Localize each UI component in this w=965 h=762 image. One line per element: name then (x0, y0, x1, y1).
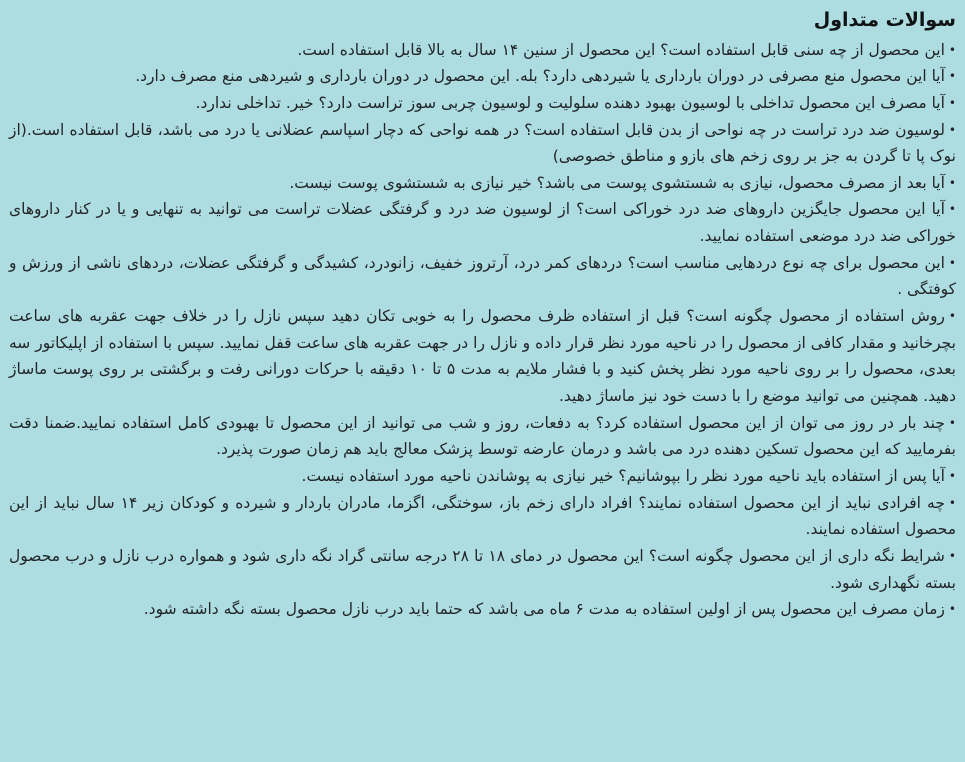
bullet-icon: • (948, 309, 956, 324)
faq-item (9, 196, 956, 249)
bullet-icon: • (948, 602, 956, 617)
bullet-icon: • (948, 122, 956, 137)
faq-list (9, 37, 956, 623)
faq-item-text: آیا بعد از مصرف محصول، نیازی به شستشوی پوست می باشد؟ خیر نیازی به شستشوی پوست نیست. (289, 173, 945, 192)
bullet-icon: • (948, 202, 956, 217)
bullet-icon: • (948, 69, 956, 84)
faq-item (9, 596, 956, 623)
bullet-icon: • (948, 415, 956, 430)
faq-item (9, 117, 956, 170)
faq-item-text: لوسیون ضد درد تراست در چه نواحی از بدن قابل استفاده است؟ در همه نواحی که دچار اسپاسم عضلانی یا درد می باشد، قابل استفاده است.(از نوک پا تا گردن به جز بر روی زخم های بازو و مناطق خصوصی) (9, 120, 956, 166)
faq-item (9, 543, 956, 596)
faq-item-text: چند بار در روز می توان از این محصول استفاده کرد؟ به دفعات، روز و شب می توانید از این محصول تا بهبودی کامل استفاده نمایید.ضمنا دقت بفرمایید که این محصول تسکین دهنده درد می باشد و درمان عارضه توسط پزشک معالج باید هم زمان صورت پذیرد. (9, 413, 956, 459)
faq-item-text: آیا این محصول منع مصرفی در دوران بارداری یا شیردهی دارد؟ بله. این محصول در دوران بارداری و شیردهی منع مصرف دارد. (135, 67, 945, 86)
faq-item-text: روش استفاده از محصول چگونه است؟ قبل از استفاده ظرف محصول را به خوبی تکان دهید سپس نازل را در خلاف جهت عقربه های ساعت بچرخانید و مقدار کافی از محصول را در ناحیه مورد نظر قرار داده و نازل را در جهت عقربه های ساعت قفل نمایید. سپس با استفاده از اپلیکاتور سه بعدی، محصول را بر روی ناحیه مورد نظر پخش کنید و با فشار ملایم به مدت ۵ تا ۱۰ دقیقه با حرکات دورانی رفت و برگشتی بر روی پوست ماساژ دهید. همچنین می توانید موضع را با دست خود نیز ماساژ دهید. (9, 307, 956, 406)
faq-item-text: آیا این محصول جایگزین داروهای ضد درد خوراکی است؟ از لوسیون ضد درد و گرفتگی عضلات تراست می توانید به تنهایی و یا در کنار داروهای خوراکی ضد درد موضعی استفاده نمایید. (9, 200, 956, 246)
faq-item (9, 250, 956, 303)
faq-item-text: این محصول از چه سنی قابل استفاده است؟ این محصول از سنین ۱۴ سال به بالا قابل استفاده است. (297, 40, 945, 59)
bullet-icon: • (948, 95, 956, 110)
page-title: سوالات متداول (813, 9, 956, 31)
faq-item-text: این محصول برای چه نوع دردهایی مناسب است؟ دردهای کمر درد، آرتروز خفیف، زانودرد، کشیدگی و گرفتگی عضلات، دردهای ناشی از ورزش و کوفتگی . (9, 253, 956, 299)
faq-item (9, 90, 956, 117)
bullet-icon: • (948, 469, 956, 484)
bullet-icon: • (948, 175, 956, 190)
faq-item-text: چه افرادی نباید از این محصول استفاده نمایند؟ افراد دارای زخم باز، سوختگی، اگزما، مادران باردار و شیرده و کودکان زیر ۱۴ سال نباید از این محصول استفاده نمایند. (9, 493, 956, 539)
bullet-icon: • (948, 255, 956, 270)
faq-item-text: شرایط نگه داری از این محصول چگونه است؟ این محصول در دمای ۱۸ تا ۲۸ درجه سانتی گراد نگه داری شود و همواره درب نازل و درب محصول بسته نگهداری شود. (9, 547, 956, 592)
faq-item (9, 490, 956, 543)
faq-item (9, 303, 956, 410)
bullet-icon: • (948, 495, 956, 510)
faq-item (9, 63, 956, 90)
faq-item-text: زمان مصرف این محصول پس از اولین استفاده به مدت ۶ ماه می باشد که حتما باید درب نازل محصول بسته نگه داشته شود. (143, 600, 945, 619)
faq-item (9, 410, 956, 463)
bullet-icon: • (948, 42, 956, 57)
faq-item-text: آیا مصرف این محصول تداخلی با لوسیون بهبود دهنده سلولیت و لوسیون چربی سوز تراست دارد؟ خیر. تداخلی ندارد. (195, 93, 945, 112)
faq-item-text: آیا پس از استفاده باید ناحیه مورد نظر را بپوشانیم؟ خیر نیازی به پوشاندن ناحیه مورد استفاده نیست. (301, 467, 945, 486)
faq-item (9, 37, 956, 64)
faq-item (9, 170, 956, 197)
bullet-icon: • (948, 549, 956, 564)
faq-item (9, 463, 956, 490)
